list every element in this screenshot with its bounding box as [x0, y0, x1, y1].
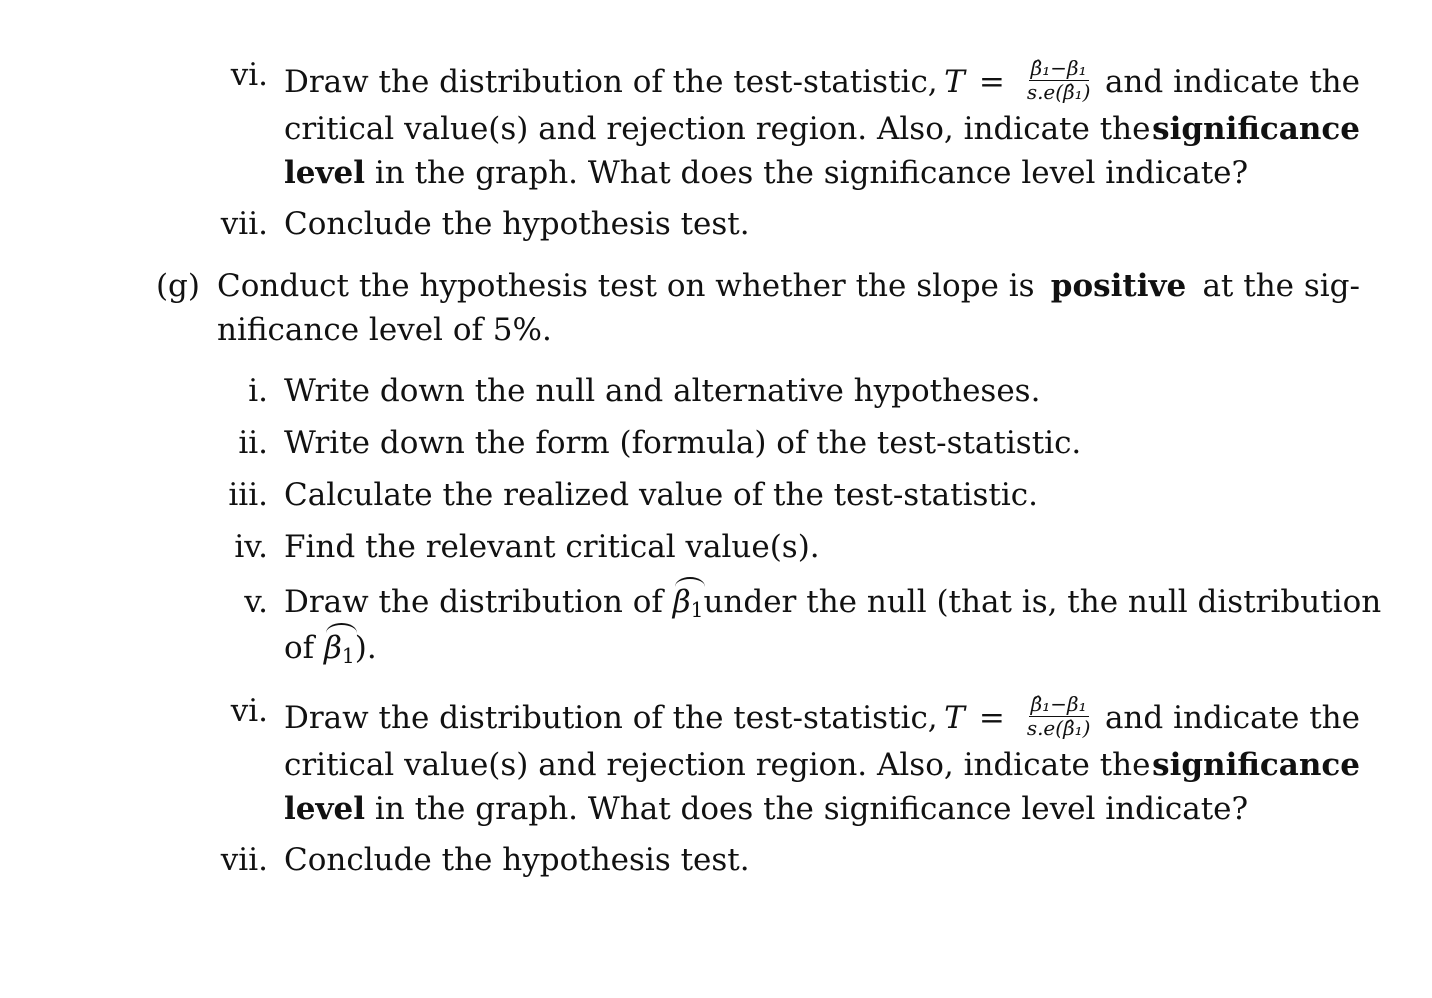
T-symbol-2: T [944, 700, 965, 736]
item-g-vi-line3 [284, 791, 1249, 827]
item-g-iii-marker: iii. [228, 477, 268, 513]
bold-level-2: level [284, 791, 366, 827]
item-g-v-line2 [284, 630, 377, 669]
formula-T-2 [944, 692, 1098, 741]
item-vi-line2-text: critical value(s) and rejection region. Also, indicate the [284, 111, 1151, 147]
formula-T [944, 56, 1098, 105]
fraction-numerator-2: β̂₁−β₁ [1030, 692, 1087, 716]
item-g-v-line2-pre: of [284, 630, 315, 666]
item-vi-line1-text: Draw the distribution of the test-statistic, [284, 64, 938, 100]
item-g-vi-line1-text: Draw the distribution of the test-statistic, [284, 700, 938, 736]
item-g-vii-marker: vii. [220, 842, 268, 878]
bold-level: level [284, 155, 366, 191]
beta-letter-2: β [324, 630, 342, 666]
beta-letter: β [672, 584, 691, 620]
item-g-iii-text: Calculate the realized value of the test-statistic. [284, 477, 1039, 513]
item-g-v-line1-pre: Draw the distribution of [284, 584, 663, 620]
item-vi-line2 [284, 111, 1360, 147]
item-g-v-line1-end: under the null (that is, the null distribution [703, 584, 1382, 620]
item-vii-marker: vii. [220, 206, 268, 242]
T-symbol: T [944, 64, 965, 100]
equals-sign: = [978, 64, 1005, 100]
item-vii-text: Conclude the hypothesis test. [284, 206, 750, 242]
bold-significance: significance [1152, 111, 1360, 147]
item-g-v-line1-text [284, 584, 704, 623]
beta-hat-symbol [672, 584, 704, 623]
item-vi-marker: vi. [230, 57, 268, 93]
item-g-vi-line2 [284, 747, 1360, 783]
item-g-v-line2-post: ). [354, 630, 377, 666]
item-g-i-marker: i. [248, 373, 268, 409]
fraction-denominator-2: s.e(β̂₁) [1026, 716, 1091, 740]
item-g-vi-marker: vi. [230, 693, 268, 729]
fraction-denominator: s.e(β̂₁) [1026, 80, 1091, 104]
item-g-ii-marker: ii. [238, 425, 268, 461]
item-vi-line3 [284, 155, 1249, 191]
part-g-marker: (g) [155, 268, 200, 304]
item-g-vi-line2-text: critical value(s) and rejection region. Also, indicate the [284, 747, 1151, 783]
test-statistic-fraction-2 [1025, 694, 1093, 739]
beta-subscript-2: 1 [341, 644, 355, 669]
test-statistic-fraction [1025, 58, 1093, 103]
part-g-line2: nificance level of 5%. [217, 312, 552, 348]
part-g-line1-text: Conduct the hypothesis test on whether the slope is [217, 268, 1035, 304]
item-g-iv-marker: iv. [234, 529, 268, 565]
item-vi-line3-text: in the graph. What does the significance level indicate? [374, 155, 1249, 191]
item-g-vi-line1 [284, 692, 1360, 741]
item-vi-line1 [284, 56, 1360, 105]
fraction-numerator: β̂₁−β₁ [1030, 56, 1087, 80]
equals-sign-2: = [978, 700, 1005, 736]
item-g-ii-text: Write down the form (formula) of the test-statistic. [284, 425, 1082, 461]
bold-significance-2: significance [1152, 747, 1360, 783]
item-g-vii-text: Conclude the hypothesis test. [284, 842, 750, 878]
item-g-i-text: Write down the null and alternative hypotheses. [284, 373, 1041, 409]
item-g-v-line1 [284, 584, 1382, 623]
bold-positive: positive [1050, 268, 1187, 304]
item-g-v-marker: v. [244, 584, 268, 620]
item-g-iv-text: Find the relevant critical value(s). [284, 529, 820, 565]
item-g-vi-line1-end: and indicate the [1104, 700, 1360, 736]
item-g-vi-line3-text: in the graph. What does the significance level indicate? [374, 791, 1249, 827]
beta-hat-symbol-2 [324, 630, 355, 669]
part-g-line1-end: at the sig- [1202, 268, 1360, 304]
beta-subscript: 1 [690, 598, 704, 623]
part-g-line1 [217, 268, 1360, 304]
item-vi-line1-end: and indicate the [1104, 64, 1360, 100]
